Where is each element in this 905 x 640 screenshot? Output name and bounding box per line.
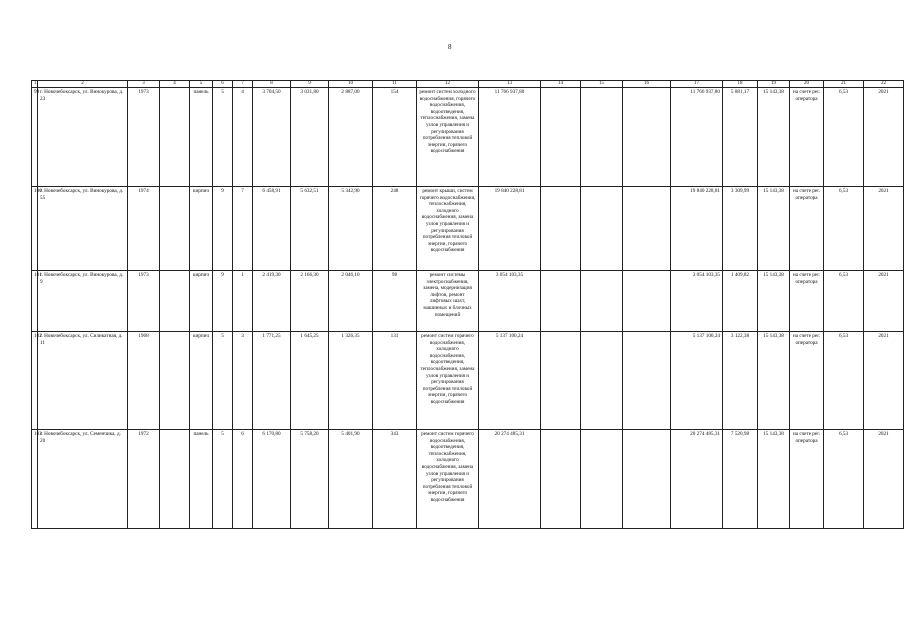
column-header: 17 [671, 81, 723, 88]
row-number: 101 [32, 271, 38, 332]
fund-method-cell: на счете рег. оператора [790, 430, 824, 529]
column-header: 10 [329, 81, 373, 88]
completion-year-cell: 2021 [864, 430, 904, 529]
owner-funds-cell: 19 840 228,81 [671, 187, 723, 271]
column-header: 9 [291, 81, 329, 88]
residential-area-cell: 5 401,90 [329, 430, 373, 529]
empty-cell [581, 187, 623, 271]
works-cell: ремонт системы электроснабжения, замена, модернизация лифтов, ремонт лифтовых шахт, машинных и блочных помещений [417, 271, 479, 332]
residential-area-cell: 2 046,10 [329, 271, 373, 332]
table-row [32, 187, 904, 271]
entrances-cell: 7 [233, 187, 253, 271]
rate-cell: 6,53 [824, 271, 864, 332]
empty-cell [160, 187, 190, 271]
empty-cell [623, 430, 671, 529]
owner-funds-cell: 20 274 485,31 [671, 430, 723, 529]
column-header: 13 [479, 81, 541, 88]
total-cost-cell: 19 840 228,81 [479, 187, 541, 271]
column-header: 15 [581, 81, 623, 88]
fund-method-cell: на счете рег. оператора [790, 332, 824, 430]
column-number-row [32, 81, 904, 88]
address-cell: г. Новочебоксарск, ул. Винокурова, д. 9 [38, 271, 128, 332]
floors-cell: 5 [213, 430, 233, 529]
table-row [32, 88, 904, 187]
premises-area-cell: 5 632,51 [291, 187, 329, 271]
residents-cell: 343 [373, 430, 417, 529]
row-number: 102 [32, 332, 38, 430]
total-cost-cell: 3 054 103,35 [479, 271, 541, 332]
empty-cell [160, 271, 190, 332]
entrances-cell: 3 [233, 332, 253, 430]
empty-cell [160, 88, 190, 187]
empty-cell [581, 88, 623, 187]
total-area-cell: 2 419,30 [253, 271, 291, 332]
table-row [32, 430, 904, 529]
column-header: 1 [32, 81, 38, 88]
year-cell: 1973 [128, 88, 160, 187]
fund-method-cell: на счете рег. оператора [790, 271, 824, 332]
floors-cell: 5 [213, 88, 233, 187]
rate-cell: 6,53 [824, 430, 864, 529]
address-cell: г. Новочебоксарск, ул. Винокурова, д. 55 [38, 187, 128, 271]
year-cell: 1972 [128, 430, 160, 529]
completion-year-cell: 2021 [864, 271, 904, 332]
address-cell: г. Новочебоксарск, ул. Семенчика, д. 20 [38, 430, 128, 529]
column-header: 22 [864, 81, 904, 88]
specific-cost-cell: 3 122,38 [723, 332, 758, 430]
page-number: 8 [448, 43, 452, 51]
total-area-cell: 3 704,50 [253, 88, 291, 187]
max-cost-cell: 15 143,38 [758, 332, 790, 430]
capital-repair-table [31, 80, 904, 529]
entrances-cell: 4 [233, 88, 253, 187]
empty-cell [581, 430, 623, 529]
completion-year-cell: 2021 [864, 332, 904, 430]
completion-year-cell: 2021 [864, 187, 904, 271]
column-header: 12 [417, 81, 479, 88]
total-area-cell: 1 771,25 [253, 332, 291, 430]
max-cost-cell: 15 143,38 [758, 271, 790, 332]
empty-cell [581, 332, 623, 430]
entrances-cell: 6 [233, 430, 253, 529]
residents-cell: 131 [373, 332, 417, 430]
address-cell: г. Новочебоксарск, ул. Винокурова, д. 23 [38, 88, 128, 187]
residential-area-cell: 5 342,90 [329, 187, 373, 271]
total-cost-cell: 20 274 485,31 [479, 430, 541, 529]
table-row [32, 271, 904, 332]
floors-cell: 9 [213, 271, 233, 332]
residents-cell: 154 [373, 88, 417, 187]
rate-cell: 6,53 [824, 88, 864, 187]
floors-cell: 9 [213, 187, 233, 271]
floors-cell: 5 [213, 332, 233, 430]
specific-cost-cell: 1 409,82 [723, 271, 758, 332]
wall-material-cell: кирпич [190, 271, 213, 332]
empty-cell [623, 332, 671, 430]
empty-cell [623, 88, 671, 187]
column-header: 7 [233, 81, 253, 88]
year-cell: 1974 [128, 187, 160, 271]
residents-cell: 248 [373, 187, 417, 271]
premises-area-cell: 3 031,80 [291, 88, 329, 187]
residents-cell: 98 [373, 271, 417, 332]
specific-cost-cell: 7 520,98 [723, 430, 758, 529]
works-cell: ремонт крыши, систем горячего водоснабжения, теплоснабжения, холодного водоснабжения, замена узлов управления и регулирования потребления тепловой энергии, горячего водоснабжения [417, 187, 479, 271]
column-header: 3 [128, 81, 160, 88]
rate-cell: 6,53 [824, 332, 864, 430]
max-cost-cell: 15 143,38 [758, 187, 790, 271]
row-number: 103 [32, 430, 38, 529]
column-header: 4 [160, 81, 190, 88]
owner-funds-cell: 5 137 100,24 [671, 332, 723, 430]
empty-cell [541, 271, 581, 332]
premises-area-cell: 2 166,30 [291, 271, 329, 332]
column-header: 5 [190, 81, 213, 88]
max-cost-cell: 15 143,38 [758, 430, 790, 529]
residential-area-cell: 1 326,35 [329, 332, 373, 430]
owner-funds-cell: 11 766 937,80 [671, 88, 723, 187]
works-cell: ремонт систем горячего водоснабжения, холодного водоснабжения, водоотведения, теплоснабжения, замена узлов управления и регулирования потребления тепловой энергии, горячего водоснабжения [417, 332, 479, 430]
empty-cell [581, 271, 623, 332]
premises-area-cell: 5 758,20 [291, 430, 329, 529]
wall-material-cell: кирпич [190, 187, 213, 271]
empty-cell [541, 430, 581, 529]
rate-cell: 6,53 [824, 187, 864, 271]
column-header: 11 [373, 81, 417, 88]
fund-method-cell: на счете рег. оператора [790, 88, 824, 187]
table-row [32, 332, 904, 430]
empty-cell [160, 332, 190, 430]
row-number: 100 [32, 187, 38, 271]
fund-method-cell: на счете рег. оператора [790, 187, 824, 271]
specific-cost-cell: 3 309,99 [723, 187, 758, 271]
empty-cell [541, 332, 581, 430]
row-number: 99 [32, 88, 38, 187]
wall-material-cell: панель [190, 430, 213, 529]
year-cell: 1973 [128, 271, 160, 332]
empty-cell [160, 430, 190, 529]
premises-area-cell: 1 645,25 [291, 332, 329, 430]
empty-cell [541, 187, 581, 271]
wall-material-cell: кирпич [190, 332, 213, 430]
works-cell: ремонт систем горячего водоснабжения, водоотведения, теплоснабжения, холодного водоснабжения, замена узлов управления и регулирования потребления тепловой энергии, горячего водоснабжения [417, 430, 479, 529]
address-cell: г. Новочебоксарск, ул. Силикатная, д. 11 [38, 332, 128, 430]
empty-cell [623, 271, 671, 332]
total-area-cell: 6 170,80 [253, 430, 291, 529]
total-area-cell: 6 458,91 [253, 187, 291, 271]
column-header: 6 [213, 81, 233, 88]
max-cost-cell: 15 143,38 [758, 88, 790, 187]
residential-area-cell: 2 887,00 [329, 88, 373, 187]
entrances-cell: 1 [233, 271, 253, 332]
works-cell: ремонт систем холодного водоснабжения, горячего водоснабжения, водоотведения, теплоснабжения, замена узлов управления и регулирования потребления тепловой энергии, горячего водоснабжения [417, 88, 479, 187]
wall-material-cell: панель [190, 88, 213, 187]
column-header: 14 [541, 81, 581, 88]
total-cost-cell: 5 137 100,24 [479, 332, 541, 430]
year-cell: 1968 [128, 332, 160, 430]
column-header: 19 [758, 81, 790, 88]
completion-year-cell: 2021 [864, 88, 904, 187]
total-cost-cell: 11 766 937,80 [479, 88, 541, 187]
empty-cell [623, 187, 671, 271]
owner-funds-cell: 3 054 103,35 [671, 271, 723, 332]
column-header: 2 [38, 81, 128, 88]
column-header: 8 [253, 81, 291, 88]
empty-cell [541, 88, 581, 187]
specific-cost-cell: 5 881,17 [723, 88, 758, 187]
column-header: 16 [623, 81, 671, 88]
column-header: 21 [824, 81, 864, 88]
column-header: 20 [790, 81, 824, 88]
column-header: 18 [723, 81, 758, 88]
